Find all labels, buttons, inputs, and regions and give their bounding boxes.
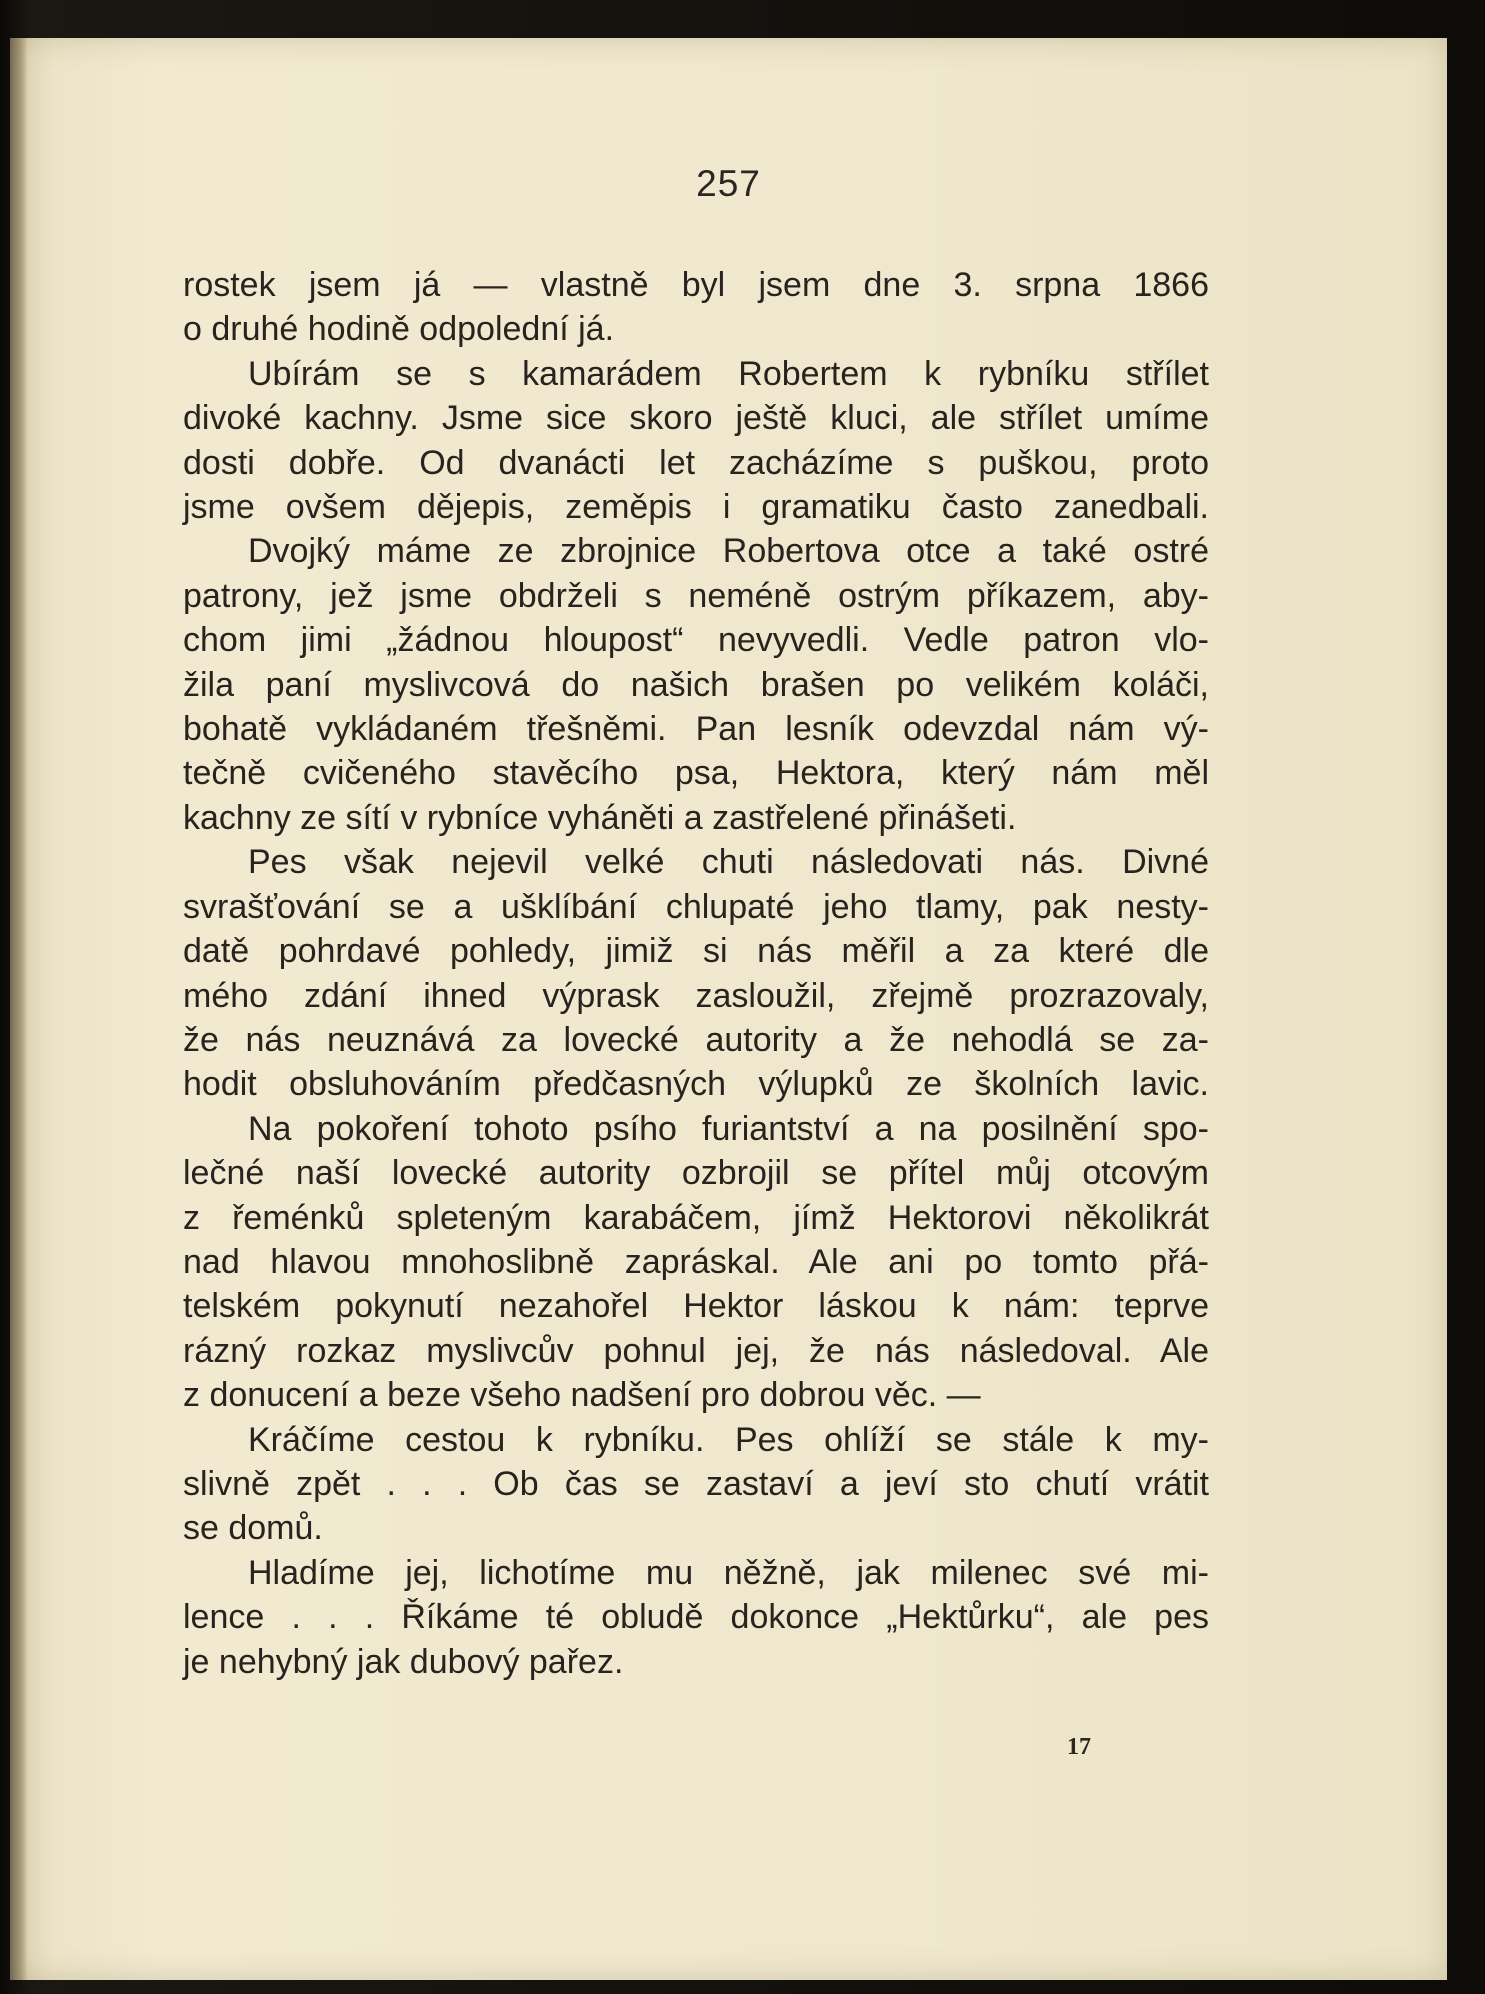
text-line: rázný rozkaz myslivcův pohnul jej, že nás následoval. Ale <box>183 1331 1209 1370</box>
text-line: svrašťování se a ušklíbání chlupaté jeho tlamy, pak nesty- <box>183 887 1209 926</box>
text-line: Dvojký máme ze zbrojnice Robertova otce a také ostré <box>248 532 1209 571</box>
text-line: Hladíme jej, lichotíme mu něžně, jak milenec své mi- <box>248 1553 1209 1592</box>
text-line: chom jimi „žádnou hloupost“ nevyvedli. Vedle patron vlo- <box>183 621 1209 660</box>
page-number: 257 <box>696 163 761 204</box>
text-line: Kráčíme cestou k rybníku. Pes ohlíží se stále k my- <box>248 1420 1209 1459</box>
page-gutter-shadow <box>10 38 28 1980</box>
text-line: jsme ovšem dějepis, zeměpis i gramatiku často zanedbali. <box>183 488 1209 527</box>
text-line: kachny ze sítí v rybníce vyháněti a zastřelené přinášeti. <box>183 798 1017 837</box>
text-line: Ubírám se s kamarádem Robertem k rybníku střílet <box>248 354 1209 393</box>
book-page <box>10 38 1447 1980</box>
text-line: rostek jsem já — vlastně byl jsem dne 3. srpna 1866 <box>183 266 1209 304</box>
text-line: lečné naší lovecké autority ozbrojil se přítel můj otcovým <box>183 1154 1209 1193</box>
text-line: se domů. <box>183 1509 323 1548</box>
text-line: lence . . . Říkáme té obludě dokonce „Hektůrku“, ale pes <box>183 1598 1209 1637</box>
text-line: dosti dobře. Od dvanácti let zacházíme s puškou, proto <box>183 443 1209 482</box>
body-text <box>183 263 1209 1684</box>
text-line: patrony, jež jsme obdrželi s neméně ostrým příkazem, aby- <box>183 576 1209 615</box>
text-line: že nás neuznává za lovecké autority a že nehodlá se za- <box>183 1020 1209 1059</box>
text-line: žila paní myslivcová do našich brašen po velikém koláči, <box>183 665 1209 704</box>
text-line: hodit obsluhováním předčasných výlupků ze školních lavic. <box>183 1065 1209 1104</box>
text-line: bohatě vykládaném třešněmi. Pan lesník odevzdal nám vý- <box>183 710 1209 749</box>
text-line: je nehybný jak dubový pařez. <box>183 1642 624 1681</box>
text-line: z řeménků spleteným karabáčem, jímž Hektorovi několikrát <box>183 1198 1209 1237</box>
text-line: z donucení a beze všeho nadšení pro dobrou věc. — <box>183 1376 981 1415</box>
text-line: nad hlavou mnohoslibně zapráskal. Ale ani po tomto přá- <box>183 1242 1209 1281</box>
text-line: datě pohrdavé pohledy, jimiž si nás měřil a za které dle <box>183 932 1209 971</box>
text-line: slivně zpět . . . Ob čas se zastaví a jeví sto chutí vrátit <box>183 1464 1209 1503</box>
text-line: mého zdání ihned výprask zasloužil, zřejmě prozrazovaly, <box>183 976 1209 1015</box>
signature-mark: 17 <box>1067 1734 1091 1760</box>
text-line: divoké kachny. Jsme sice skoro ještě kluci, ale střílet umíme <box>183 399 1209 438</box>
text-line: tečně cvičeného stavěcího psa, Hektora, který nám měl <box>183 754 1209 793</box>
text-line: Na pokoření tohoto psího furiantství a na posilnění spo- <box>248 1109 1209 1148</box>
text-line: o druhé hodině odpolední já. <box>183 310 615 349</box>
text-line: telském pokynutí nezahořel Hektor láskou k nám: teprve <box>183 1287 1209 1326</box>
text-line: Pes však nejevil velké chuti následovati nás. Divné <box>248 843 1209 882</box>
